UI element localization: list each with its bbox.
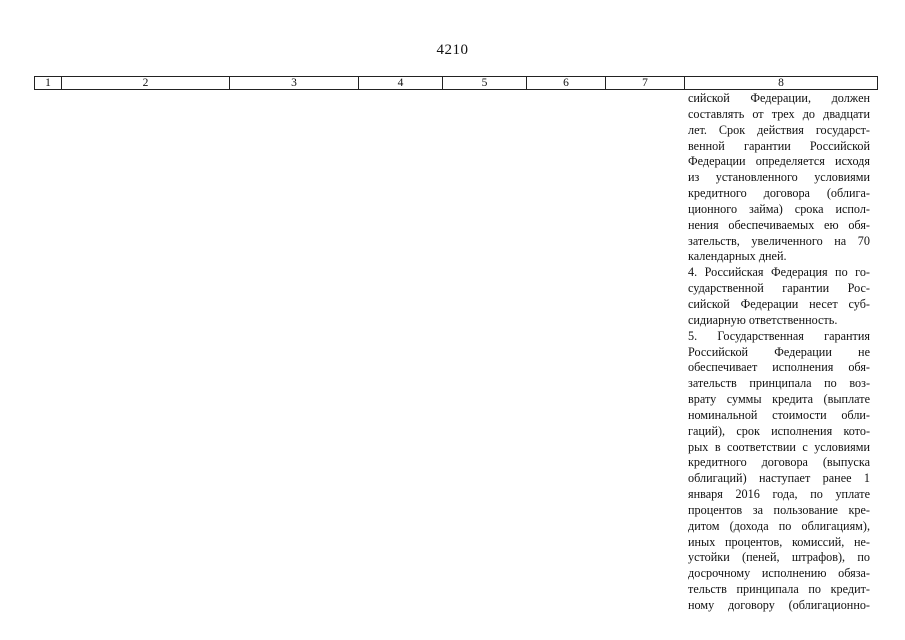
text-line: 4. Российская Федерация по го- [688,265,870,280]
column-8-text [688,91,870,614]
column-number-6: 6 [527,77,606,90]
text-line: ционного займа) срока испол- [688,201,870,216]
column-number-1: 1 [35,77,62,90]
text-line: устойки (пеней, штрафов), по [688,550,870,565]
text-line: ному договору (облигационно- [688,598,870,612]
text-line: венной гарантии Российской [688,138,870,153]
text-line: рых в соответствии с условиями [688,439,870,454]
text-line: нения обеспечиваемых ею обя- [688,217,870,232]
table-header-row [34,76,878,90]
text-line: сидиарную ответственность. [688,312,838,327]
text-line: сийской Федерации, должен [688,91,870,105]
text-line: Федерации определяется исходя [688,154,870,169]
text-line: досрочному исполнению обяза- [688,566,870,581]
text-line: зательств, увеличенного на 70 [688,233,870,248]
text-line: кредитного договора (облига- [688,186,870,201]
text-line: тельств принципала по кредит- [688,582,870,597]
text-line: сударственной гарантии Рос- [688,281,870,296]
column-number-5: 5 [443,77,527,90]
text-line: обеспечивает исполнения обя- [688,360,870,375]
text-line: иных процентов, комиссий, не- [688,534,870,549]
text-line: из установленного условиями [688,170,870,185]
column-number-2: 2 [62,77,230,90]
text-line: зательств принципала по воз- [688,376,870,391]
text-line: Российской Федерации не [688,344,870,359]
text-line: 5. Государственная гарантия [688,328,870,343]
text-line: января 2016 года, по уплате [688,487,870,502]
text-line: процентов за пользование кре- [688,502,870,517]
text-line: календарных дней. [688,249,787,264]
column-number-8: 8 [685,77,878,90]
page-number: 4210 [436,42,469,58]
text-line: гаций), срок исполнения кото- [688,423,870,438]
column-number-4: 4 [359,77,443,90]
text-line: облигаций) наступает ранее 1 [688,471,870,486]
text-line: врату суммы кредита (выплате [688,392,870,407]
column-number-3: 3 [230,77,359,90]
text-line: кредитного договора (выпуска [688,455,870,470]
paragraph-4 [688,265,870,328]
column-number-7: 7 [606,77,685,90]
text-line: дитом (дохода по облигациям), [688,518,870,533]
text-line: номинальной стоимости обли- [688,407,870,422]
paragraph-5 [688,329,870,614]
paragraph-3-continuation [688,91,870,265]
text-line: лет. Срок действия государст- [688,122,870,137]
text-line: сийской Федерации несет суб- [688,296,870,311]
text-line: составлять от трех до двадцати [688,106,870,121]
